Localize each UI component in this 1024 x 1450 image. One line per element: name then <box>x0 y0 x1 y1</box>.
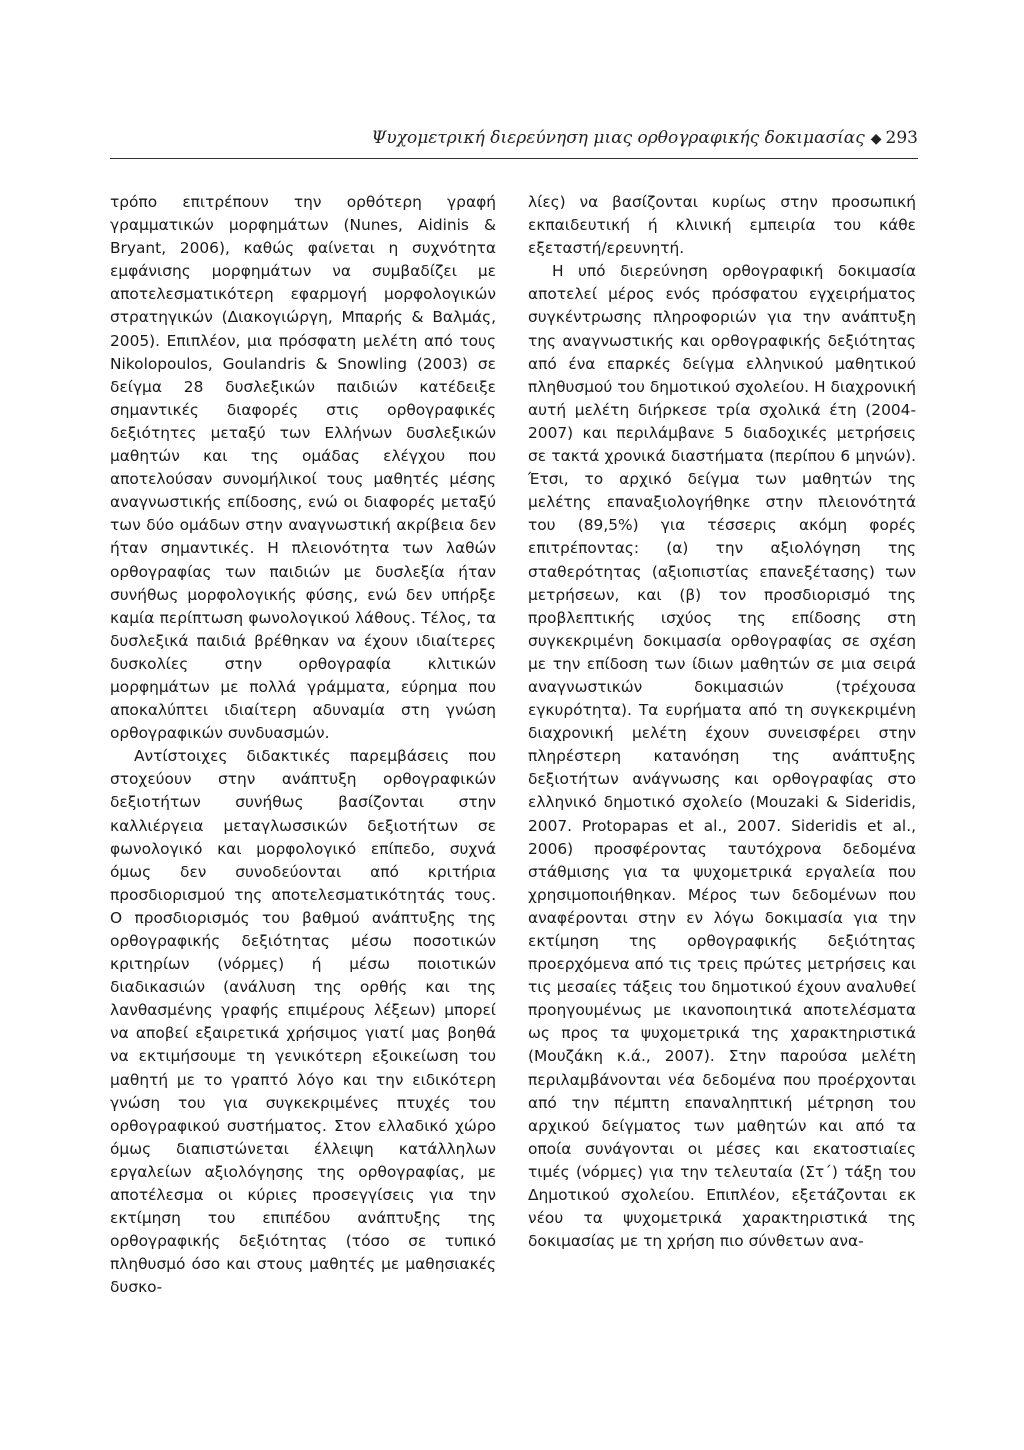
diamond-separator-icon: ◆ <box>870 131 882 147</box>
running-head-text <box>371 128 918 148</box>
running-head-title: Ψυχομετρική διερεύνηση μιας ορθογραφικής δοκιμασίας <box>371 128 865 148</box>
right-column <box>528 191 916 1253</box>
paragraph: Αντίστοιχες διδακτικές παρεμβάσεις που στοχεύουν στην ανάπτυξη ορθογραφικών δεξιοτήτων συνήθως βασίζονται στην καλλιέργεια μεταγλωσσικών δεξιοτήτων σε φωνολογικό και μορφολογικό επίπεδο, συχνά όμως δεν συνοδεύονται από κριτήρια προσδιορισμού της αποτελεσματικότητάς τους. Ο προσδιορισμός του βαθμού ανάπτυξης της ορθογραφικής δεξιότητας μέσω ποσοτικών κριτηρίων (νόρμες) ή μέσω ποιοτικών διαδικασιών (ανάλυση της ορθής και της λανθασμένης γραφής επιμέρους λέξεων) μπορεί να αποβεί εξαιρετικά χρήσιμος γιατί μας βοηθά να εκτιμήσουμε τη γενικότερη εξοικείωση του μαθητή με το γραπτό λόγο και την ειδικότερη γνώση του για συγκεκριμένες πτυχές του ορθογραφικού συστήματος. Στον ελλαδικό χώρο όμως διαπιστώνεται έλλειψη κατάλληλων εργαλείων αξιολόγησης της ορθογραφίας, με αποτέλεσμα οι κύριες προσεγγίσεις για την εκτίμηση του επιπέδου ανάπτυξης της ορθογραφικής δεξιότητας (τόσο σε τυπικό πληθυσμό όσο και στους μαθητές με μαθησιακές δυσκο- <box>110 747 496 1297</box>
running-head <box>110 128 918 159</box>
page-number: 293 <box>885 128 918 148</box>
paragraph: λίες) να βασίζονται κυρίως στην προσωπική εκπαιδευτική ή κλινική εμπειρία του κάθε εξεταστή/ερευνητή. <box>528 193 916 258</box>
left-column <box>110 191 496 1300</box>
paragraph: τρόπο επιτρέπουν την ορθότερη γραφή γραμματικών μορφημάτων (Nunes, Aidinis & Bryant, 2006), καθώς φαίνεται η συχνότητα εμφάνισης μορφημάτων να συμβαδίζει με αποτελεσματικότερη εφαρμογή μορφολογικών στρατηγικών (Διακογιώργη, Μπαρής & Βαλμάς, 2005). Επιπλέον, μια πρόσφατη μελέτη από τους Nikolopoulos, Goulandris & Snowling (2003) σε δείγμα 28 δυσλεξικών παιδιών κατέδειξε σημαντικές διαφορές στις ορθογραφικές δεξιότητες μεταξύ των Ελλήνων δυσλεξικών μαθητών και της ομάδας ελέγχου που αποτελούσαν συνομήλικοί τους μαθητές μέσης αναγνωστικής επίδοσης, ενώ οι διαφορές μεταξύ των δύο ομάδων στην αναγνωστική ακρίβεια δεν ήταν σημαντικές. Η πλειονότητα των λαθών ορθογραφίας των παιδιών με δυσλεξία ήταν συνήθως μορφολογικής φύσης, ενώ δεν υπήρξε καμία περίπτωση φωνολογικού λάθους. Τέλος, τα δυσλεξικά παιδιά βρέθηκαν να έχουν ιδιαίτερες δυσκολίες στην ορθογραφία κλιτικών μορφημάτων με πολλά γράμματα, εύρημα που αποκαλύπτει ιδιαίτερη αδυναμία στη γνώση ορθογραφικών συνδυασμών. <box>110 193 496 743</box>
paragraph: Η υπό διερεύνηση ορθογραφική δοκιμασία αποτελεί μέρος ενός πρόσφατου εγχειρήματος συγκέντρωσης πληροφοριών για την ανάπτυξη της αναγνωστικής και ορθογραφικής δεξιότητας από ένα επαρκές δείγμα ελληνικού μαθητικού πληθυσμού του δημοτικού σχολείου. Η διαχρονική αυτή μελέτη διήρκεσε τρία σχολικά έτη (2004-2007) και περιλάμβανε 5 διαδοχικές μετρήσεις σε τακτά χρονικά διαστήματα (περίπου 6 μηνών). Έτσι, το αρχικό δείγμα των μαθητών της μελέτης επαναξιολογήθηκε στην πλειονότητά του (89,5%) για τέσσερις ακόμη φορές επιτρέποντας: (α) την αξιολόγηση της σταθερότητας (αξιοπιστίας επανεξέτασης) των μετρήσεων, και (β) τον προσδιορισμό της προβλεπτικής ισχύος της επίδοσης στη συγκεκριμένη δοκιμασία ορθογραφίας σε σχέση με την επίδοση των ίδιων μαθητών σε μια σειρά αναγνωστικών δοκιμασιών (τρέχουσα εγκυρότητα). Τα ευρήματα από τη συγκεκριμένη διαχρονική μελέτη έχουν συνεισφέρει στην πληρέστερη κατανόηση της ανάπτυξης δεξιοτήτων ανάγνωσης και ορθογραφίας στο ελληνικό δημοτικό σχολείο (Mouzaki & Sideridis, 2007. Protopapas et al., 2007. Sideridis et al., 2006) προσφέροντας ταυτόχρονα δεδομένα στάθμισης για τα ψυχομετρικά εργαλεία που χρησιμοποιήθηκαν. Μέρος των δεδομένων που αναφέρονται στην εν λόγω δοκιμασία για την εκτίμηση της ορθογραφικής δεξιότητας προερχόμενα από τις τρεις πρώτες μετρήσεις και τις μεσαίες τάξεις του δημοτικού έχουν αναλυθεί προηγουμένως με ικανοποιητικά αποτελέσματα ως προς τα ψυχομετρικά της χαρακτηριστικά (Μουζάκη κ.ά., 2007). Στην παρούσα μελέτη περιλαμβάνονται νέα δεδομένα που προέρχονται από την πέμπτη επαναληπτική μέτρηση του αρχικού δείγματος των μαθητών και από τα οποία συνάγονται οι μέσες και εκατοστιαίες τιμές (νόρμες) για την τελευταία (Στ΄) τάξη του Δημοτικού σχολείου. Επιπλέον, εξετάζονται εκ νέου τα ψυχομετρικά χαρακτηριστικά της δοκιμασίας με τη χρήση πιο σύνθετων ανα- <box>528 262 916 1251</box>
